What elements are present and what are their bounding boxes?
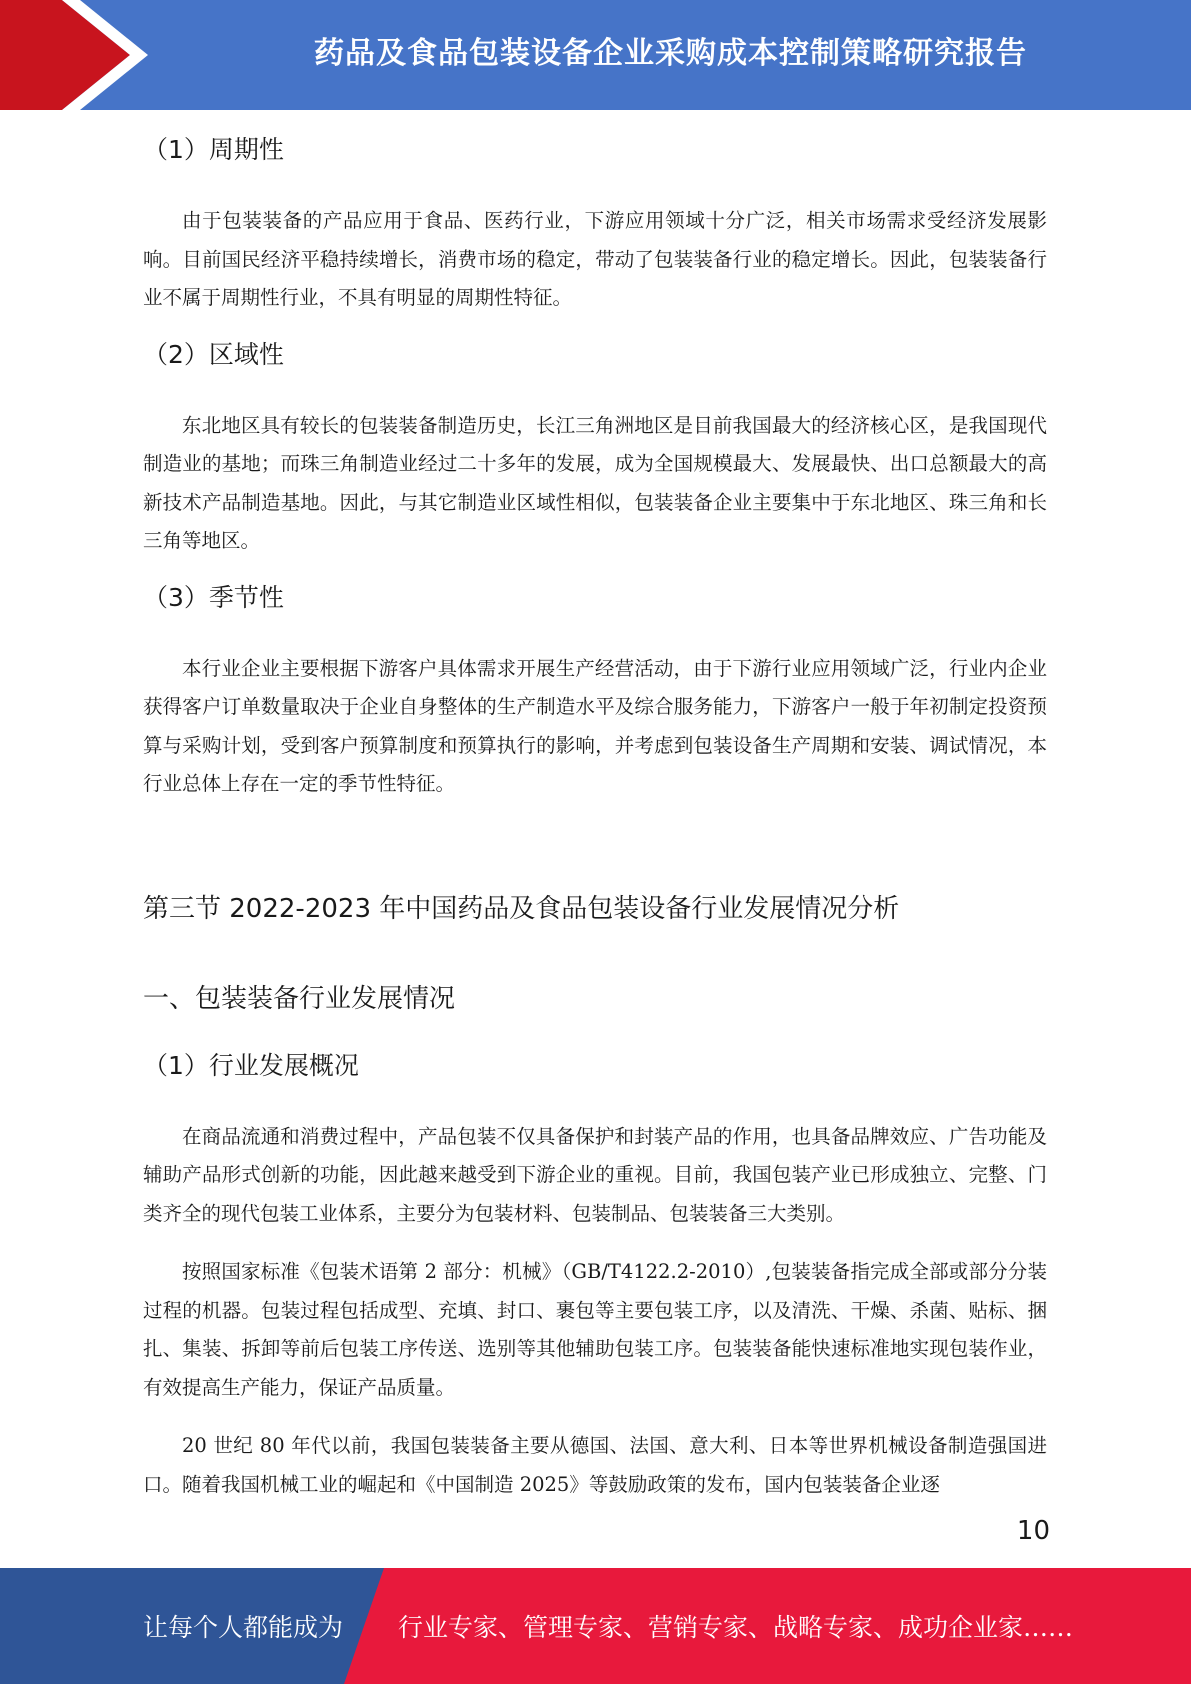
paragraph-regionality: 东北地区具有较长的包装装备制造历史，长江三角洲地区是目前我国最大的经济核心区，是我国现代制造业的基地；而珠三角制造业经过二十多年的发展，成为全国规模最大、发展最快、出口总额最大的高新技术产品制造基地。因此，与其它制造业区域性相似，包装装备企业主要集中于东北地区、珠三角和长三角等地区。 [143, 413, 1047, 552]
page-number: 10 [1016, 1516, 1050, 1546]
paragraph-history: 20 世纪 80 年代以前，我国包装装备主要从德国、法国、意大利、日本等世界机械设备制造强国进口。随着我国机械工业的崛起和《中国制造 2025》等鼓励政策的发布，国内包装装备企业逐 [143, 1434, 1047, 1496]
paragraph-national-standard: 按照国家标准《包装术语第 2 部分：机械》（GB/T4122.2-2010）,包装装备指完成全部或部分分装过程的机器。包装过程包括成型、充填、封口、裹包等主要包装工序，以及清洗、干燥、杀菌、贴标、捆扎、集装、拆卸等前后包装工序传送、选别等其他辅助包装工序。包装装备能快速标准地实现包装作业，有效提高生产能力，保证产品质量。 [143, 1260, 1047, 1399]
paragraph-seasonality: 本行业企业主要根据下游客户具体需求开展生产经营活动，由于下游行业应用领域广泛，行业内企业获得客户订单数量取决于企业自身整体的生产制造水平及综合服务能力，下游客户一般于年初制定投资预算与采购计划，受到客户预算制度和预算执行的影响，并考虑到包装设备生产周期和安装、调试情况，本行业总体上存在一定的季节性特征。 [143, 656, 1047, 795]
section-heading: 第三节 2022-2023 年中国药品及食品包装设备行业发展情况分析 [143, 893, 900, 924]
page-header [0, 0, 1191, 110]
subheading-industry-overview: （1）行业发展概况 [143, 1050, 359, 1080]
subheading-cyclicality: （1）周期性 [143, 135, 284, 164]
footer-slogan-roles: 行业专家、管理专家、营销专家、战略专家、成功企业家…… [398, 1613, 1074, 1642]
paragraph-packaging-role: 在商品流通和消费过程中，产品包装不仅具备保护和封装产品的作用，也具备品牌效应、广告功能及辅助产品形式创新的功能，因此越来越受到下游企业的重视。目前，我国包装产业已形成独立、完整、门类齐全的现代包装工业体系，主要分为包装材料、包装制品、包装装备三大类别。 [143, 1124, 1047, 1225]
footer-slogan-lead: 让每个人都能成为 [143, 1613, 344, 1642]
document-body [143, 128, 1047, 1504]
subheading-seasonality: （3）季节性 [143, 582, 284, 612]
chapter-heading: 一、包装装备行业发展情况 [143, 983, 456, 1014]
subheading-regionality: （2）区域性 [143, 339, 284, 369]
report-title: 药品及食品包装设备企业采购成本控制策略研究报告 [314, 36, 1027, 71]
paragraph-cyclicality: 由于包装装备的产品应用于食品、医药行业，下游应用领域十分广泛，相关市场需求受经济发展影响。目前国民经济平稳持续增长，消费市场的稳定，带动了包装装备行业的稳定增长。因此，包装装备行业不属于周期性行业，不具有明显的周期性特征。 [143, 209, 1047, 309]
page-footer [0, 1568, 1191, 1684]
